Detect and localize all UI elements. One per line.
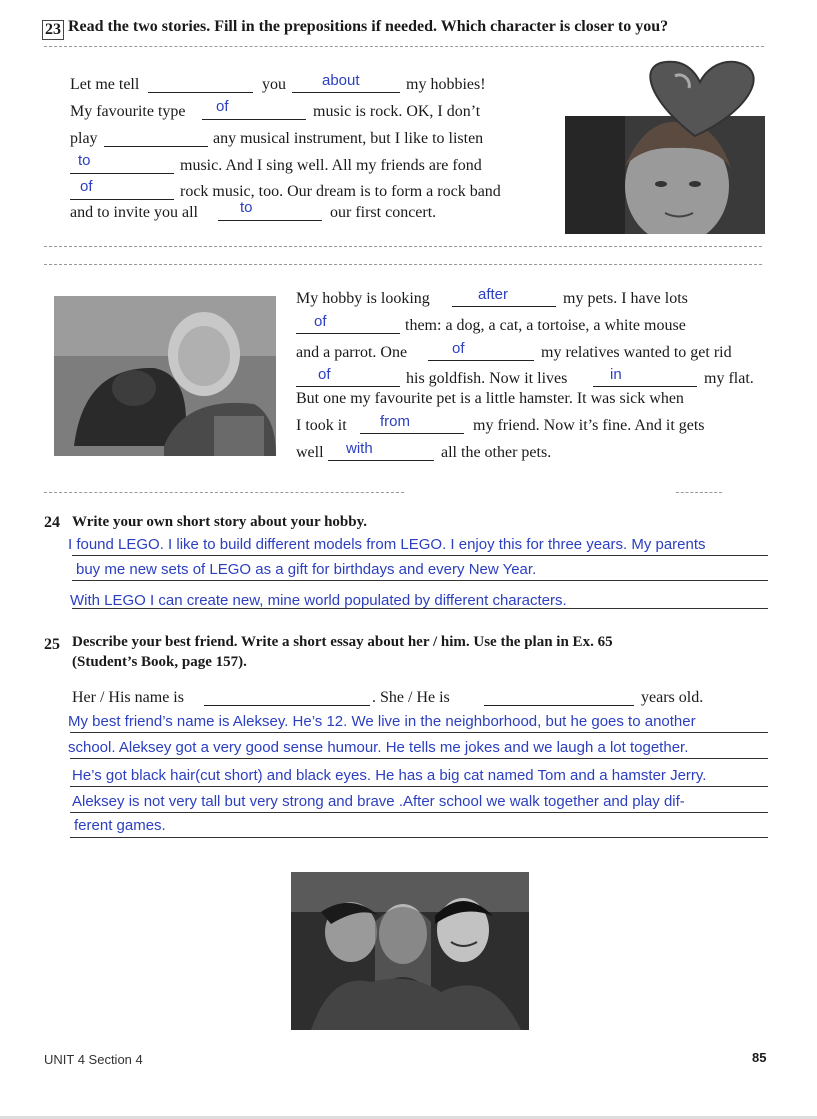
exercise-24-number: 24 [44,514,60,531]
prompt-text: years old. [641,689,704,706]
exercise-25-subtitle: (Student’s Book, page 157). [72,654,247,670]
friends-photo [291,872,529,1030]
answer-blank [202,119,306,120]
story-text: But one my favourite pet is a little hamster. It was sick when [296,390,684,407]
answer-blank [593,386,697,387]
writing-line [72,580,768,581]
answer-blank [452,306,556,307]
writing-line [70,786,768,787]
divider [44,492,404,493]
story-text: his goldfish. Now it lives [406,370,568,387]
story-text: and to invite you all [70,204,198,221]
boy-heart-photo [565,58,765,234]
answer-blank [70,173,174,174]
story-text: my friend. Now it’s fine. And it gets [473,417,705,434]
handwritten-answer: of [452,340,465,357]
answer-blank [360,433,464,434]
answer-blank [204,705,370,706]
handwritten-line: ferent games. [74,817,166,834]
writing-line [70,812,768,813]
answer-blank [292,92,400,93]
writing-line [72,608,768,609]
answer-blank [296,386,400,387]
answer-blank [428,360,534,361]
story-text: My favourite type [70,103,186,120]
writing-line [70,758,768,759]
kids-with-pets-photo [54,296,276,456]
handwritten-answer: with [346,440,373,457]
story-text: rock music, too. Our dream is to form a rock band [180,183,501,200]
handwritten-answer: in [610,366,622,383]
answer-blank [296,333,400,334]
handwritten-answer: about [322,72,360,89]
handwritten-answer: of [314,313,327,330]
handwritten-line: I found LEGO. I like to build different models from LEGO. I enjoy this for three years. My parents [68,536,706,553]
handwritten-line: With LEGO I can create new, mine world populated by different characters. [70,592,567,609]
story-text: play [70,130,98,147]
answer-blank [104,146,208,147]
answer-blank [148,92,253,93]
exercise-24-title: Write your own short story about your hobby. [72,514,368,530]
handwritten-line: Aleksey is not very tall but very strong and brave .After school we walk together and play dif- [72,793,685,810]
divider [676,492,722,493]
page-number: 85 [752,1050,767,1065]
writing-line [72,555,768,556]
handwritten-answer: to [78,152,91,169]
handwritten-answer: to [240,199,253,216]
exercise-25-title: Describe your best friend. Write a short essay about her / him. Use the plan in Ex. 65 [72,634,613,650]
handwritten-line: My best friend’s name is Aleksey. He’s 12. We live in the neighborhood, but he goes to another [68,713,696,730]
story-text: I took it [296,417,347,434]
handwritten-answer: from [380,413,410,430]
handwritten-answer: after [478,286,509,303]
handwritten-answer: of [216,98,229,115]
story-text: My hobby is looking [296,290,430,307]
exercise-23-number: 23 [42,20,64,40]
story-text: well [296,444,324,461]
story-text: my hobbies! [406,76,486,93]
handwritten-answer: of [318,366,331,383]
story-text: all the other pets. [441,444,552,461]
answer-blank [484,705,634,706]
story-text: our first concert. [330,204,437,221]
handwritten-line: He’s got black hair(cut short) and black eyes. He has a big cat named Tom and a hamster Jerry. [72,767,707,784]
answer-blank [70,199,174,200]
handwritten-line: school. Aleksey got a very good sense humour. He tells me jokes and we laugh a lot together. [68,739,689,756]
divider [44,46,764,47]
story-text: Let me tell [70,76,140,93]
story-text: any musical instrument, but I like to listen [213,130,484,147]
handwritten-answer: of [80,178,93,195]
story-text: music. And I sing well. All my friends are fond [180,157,482,174]
exercise-25-number: 25 [44,636,60,653]
prompt-text: . She / He is [372,689,450,706]
story-text: my relatives wanted to get rid [541,344,732,361]
writing-line [70,732,768,733]
handwritten-line: buy me new sets of LEGO as a gift for birthdays and every New Year. [76,561,537,578]
footer-unit-section: UNIT 4 Section 4 [44,1052,143,1067]
story-text: them: a dog, a cat, a tortoise, a white mouse [405,317,686,334]
answer-blank [218,220,322,221]
story-text: music is rock. OK, I don’t [313,103,481,120]
story-text: and a parrot. One [296,344,408,361]
story-text: my pets. I have lots [563,290,688,307]
divider [44,264,762,265]
story-text: you [262,76,286,93]
answer-blank [328,460,434,461]
writing-line [70,837,768,838]
exercise-23-title: Read the two stories. Fill in the prepositions if needed. Which character is closer to you? [68,18,669,35]
divider [44,246,762,247]
story-text: my flat. [704,370,754,387]
prompt-text: Her / His name is [72,689,184,706]
